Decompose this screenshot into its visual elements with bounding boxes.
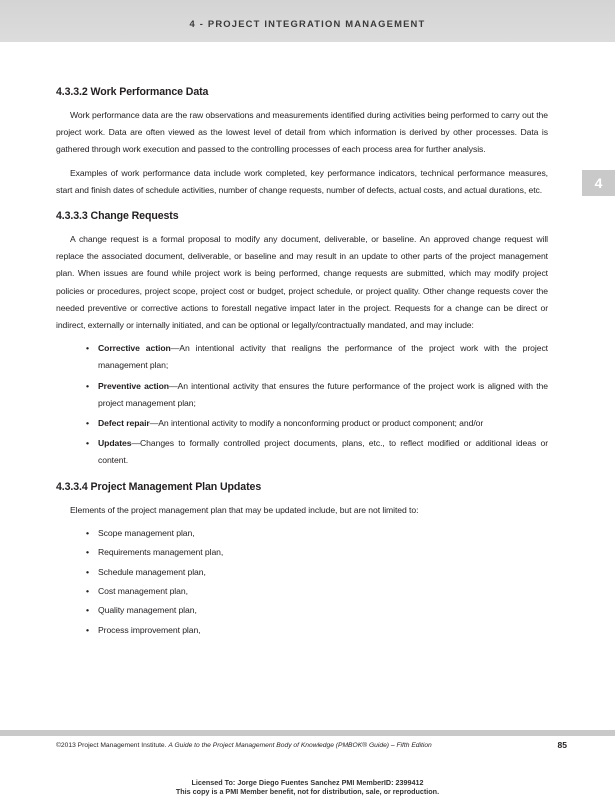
list-item-text: Scope management plan,	[98, 527, 195, 538]
page-content	[56, 86, 548, 650]
list-item-text: Schedule management plan,	[98, 566, 206, 577]
list-item	[56, 583, 548, 600]
bullet: •	[86, 343, 89, 354]
section-heading: 4.3.3.3 Change Requests	[56, 210, 179, 223]
bullet: •	[86, 547, 89, 558]
definition: —Changes to formally controlled project documents, plans, etc., to reflect modified or additional ideas or content.	[98, 438, 548, 466]
license-line: Licensed To: Jorge Diego Fuentes Sanchez PMI MemberID: 2399412	[191, 778, 424, 787]
bullet: •	[86, 527, 89, 538]
footer-bar	[0, 730, 615, 736]
bullet: •	[86, 586, 89, 597]
section-change-requests	[56, 210, 548, 470]
change-request-types-list	[56, 340, 548, 469]
bullet: •	[86, 418, 89, 429]
list-item	[56, 340, 548, 374]
definition: —An intentional activity to modify a nonconforming product or product component; and/or	[149, 418, 484, 429]
license-line: This copy is a PMI Member benefit, not for distribution, sale, or reproduction.	[175, 786, 440, 796]
section-heading: 4.3.3.2 Work Performance Data	[56, 86, 209, 98]
section-work-performance-data	[56, 86, 548, 199]
page-number: 85	[557, 740, 567, 750]
list-item-text: Process improvement plan,	[98, 624, 201, 635]
definition: —An intentional activity that realigns the performance of the project work with the project management plan;	[98, 343, 548, 371]
copyright-title: A Guide to the Project Management Body of Knowledge (PMBOK® Guide) – Fifth Edition	[168, 742, 432, 749]
paragraph: Work performance data are the raw observations and measurements identified during activities being performed to carry out the project work. Data are often viewed as the lowest level of detail from which information is derived by other processes. Data is gathered through work execution and passed to the controlling processes of each process area for further analysis.	[56, 110, 548, 155]
term: Corrective action	[98, 343, 171, 354]
bullet: •	[86, 380, 89, 391]
copyright-prefix: ©2013 Project Management Institute.	[56, 742, 169, 749]
term: Updates	[98, 438, 132, 449]
footer-copyright	[56, 742, 432, 749]
list-item	[56, 378, 548, 412]
list-item-text: Quality management plan,	[98, 605, 197, 616]
bullet: •	[86, 605, 89, 616]
section-heading: 4.3.3.4 Project Management Plan Updates	[56, 480, 262, 493]
list-item	[56, 544, 548, 561]
plan-updates-list	[56, 525, 548, 639]
list-item-text: Requirements management plan,	[98, 547, 224, 558]
running-header-title: 4 - PROJECT INTEGRATION MANAGEMENT	[189, 18, 426, 29]
license-notice	[0, 779, 615, 796]
bullet: •	[86, 566, 89, 577]
list-item	[56, 435, 548, 469]
paragraph: Elements of the project management plan that may be updated include, but are not limited to:	[70, 504, 419, 515]
list-item	[56, 564, 548, 581]
definition: —An intentional activity that ensures the future performance of the project work is aligned with the project management plan;	[98, 380, 548, 408]
list-item	[56, 602, 548, 619]
bullet: •	[86, 624, 89, 635]
chapter-tab: 4	[582, 170, 615, 196]
term: Defect repair	[98, 418, 150, 429]
paragraph: A change request is a formal proposal to modify any document, deliverable, or baseline. An approved change request will replace the associated document, deliverable, or baseline and may result in an update to other parts of the project management plan. When issues are found while project work is being performed, change requests are submitted, which may modify project policies or procedures, project scope, project cost or budget, project schedule, or project quality. Other change requests cover the needed preventive or corrective actions to forestall negative impact later in the project. Requests for a change can be direct or indirect, externally or internally initiated, and can be optional or legally/contractually mandated, and may include:	[56, 234, 548, 331]
bullet: •	[86, 438, 89, 449]
list-item	[56, 415, 548, 432]
list-item	[56, 525, 548, 542]
list-item-text: Cost management plan,	[98, 586, 188, 597]
section-plan-updates	[56, 481, 548, 639]
list-item	[56, 622, 548, 639]
term: Preventive action	[98, 380, 169, 391]
paragraph: Examples of work performance data include work completed, key performance indicators, technical performance measures, start and finish dates of schedule activities, number of change requests, number of defects, actual costs, and actual durations, etc.	[56, 167, 548, 195]
